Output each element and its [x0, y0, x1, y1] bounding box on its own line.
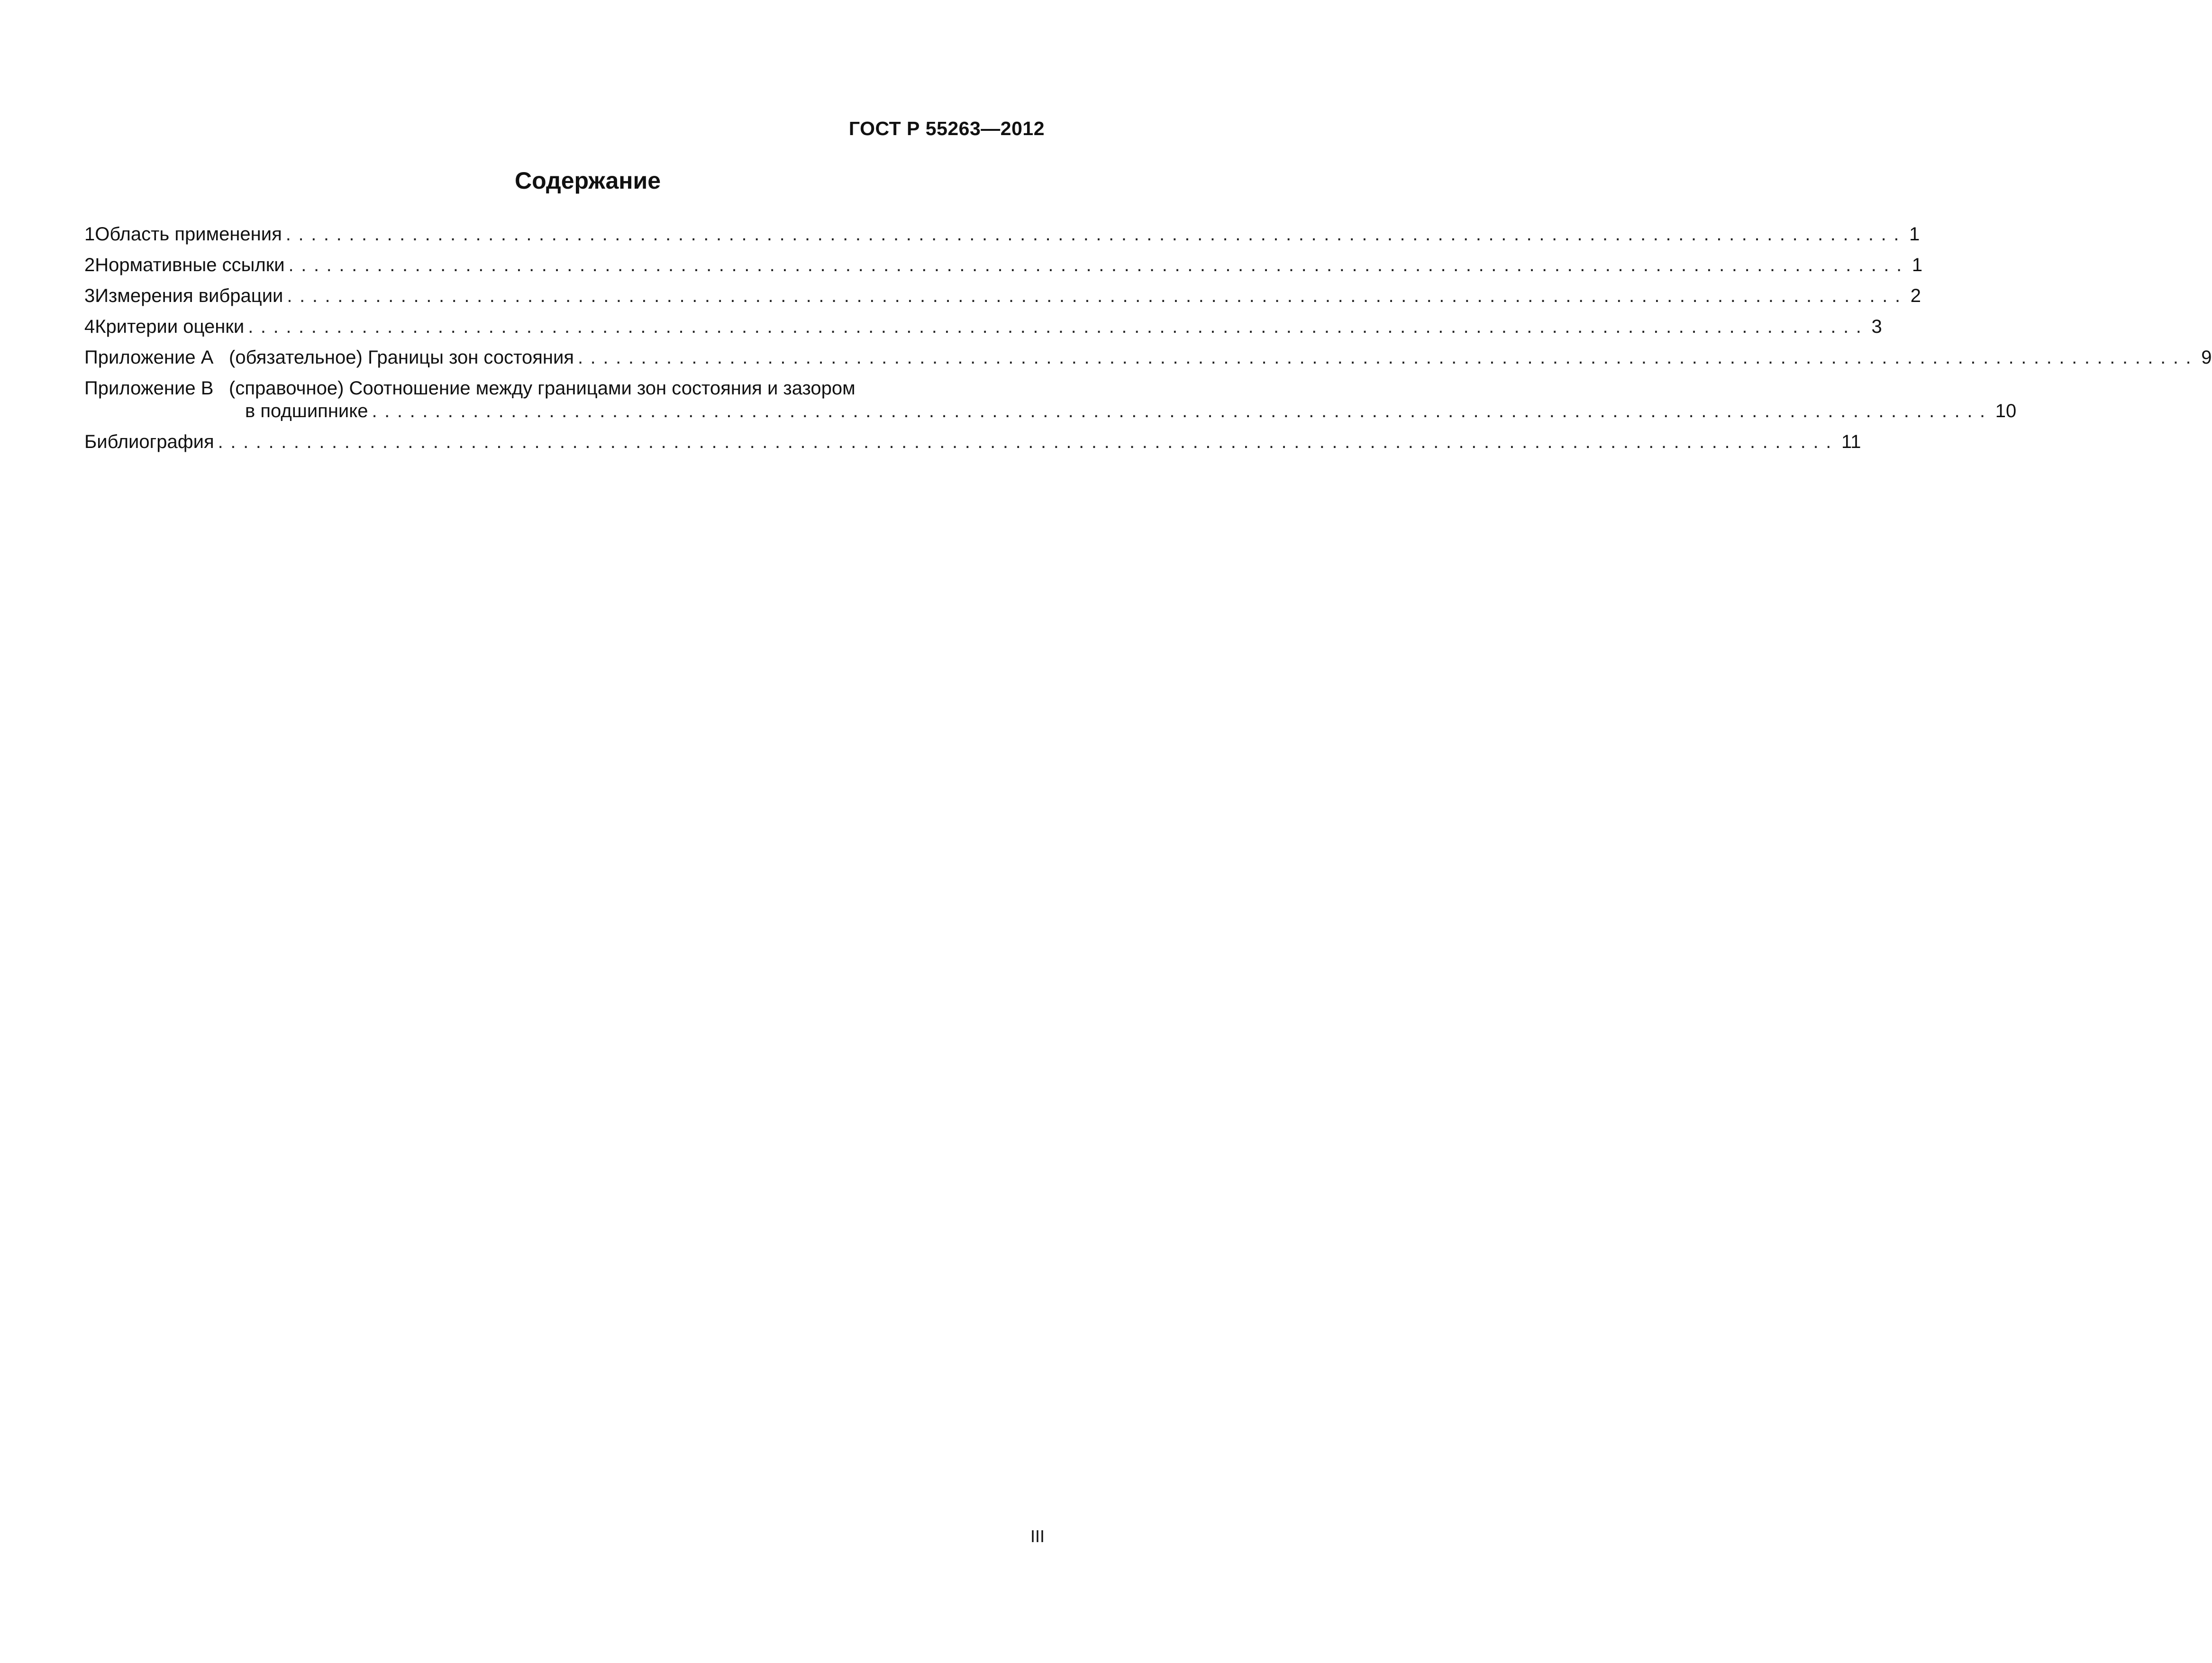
dot-leader: ................................................................................................................................	[218, 431, 1839, 452]
toc-entry-page: 1	[1909, 224, 1920, 245]
document-code: ГОСТ Р 55263—2012	[848, 118, 1045, 139]
toc-annex-a[interactable]	[84, 346, 2212, 369]
toc-entry-label: Нормативные ссылки	[95, 255, 285, 275]
annex-title: (справочное) Соотношение между границами зон состояния и зазором	[229, 378, 856, 399]
toc-entry-page: 2	[1910, 285, 1921, 306]
toc-entry-label: Область применения	[95, 224, 282, 245]
dot-leader: ................................................................................................................................	[372, 401, 1993, 421]
toc-entry-label: Измерения вибрации	[95, 285, 283, 306]
annex-title-continuation	[229, 400, 2016, 422]
annex-title-line2: в подшипнике	[245, 401, 368, 421]
toc-entry[interactable]	[84, 223, 1920, 246]
toc-entry[interactable]	[84, 315, 1882, 338]
dot-leader: ................................................................................................................................	[285, 224, 1907, 245]
bibliography-page: 11	[1841, 431, 1861, 452]
annex-body	[229, 377, 2016, 422]
toc-title: Содержание	[514, 167, 661, 194]
annex-prefix: Приложение В	[84, 378, 214, 399]
toc-entry-number: 4	[84, 316, 95, 337]
toc-annex-b[interactable]	[84, 377, 2017, 422]
toc-bibliography[interactable]	[84, 430, 1861, 453]
toc-entry-number: 3	[84, 285, 95, 306]
dot-leader: ................................................................................................................................	[287, 285, 1908, 306]
annex-page: 9	[2201, 347, 2212, 368]
toc-entry-number: 2	[84, 255, 95, 275]
toc-entry-label: Критерии оценки	[95, 316, 245, 337]
table-of-contents	[84, 223, 2212, 461]
toc-entry-page: 3	[1871, 316, 1882, 337]
dot-leader: ................................................................................................................................	[248, 316, 1869, 337]
toc-entry[interactable]	[84, 284, 1921, 307]
dot-leader: ................................................................................................................................	[288, 255, 1909, 275]
annex-page: 10	[1995, 401, 2017, 421]
annex-title: (обязательное) Границы зон состояния	[229, 347, 574, 368]
toc-entry-number: 1	[84, 224, 95, 245]
toc-entry-page: 1	[1912, 255, 1923, 275]
bibliography-label: Библиография	[84, 431, 214, 452]
toc-entry[interactable]	[84, 254, 1923, 276]
dot-leader: ................................................................................................................................	[577, 347, 2199, 368]
annex-prefix: Приложение А	[84, 347, 214, 368]
page-number: III	[1030, 1526, 1045, 1546]
